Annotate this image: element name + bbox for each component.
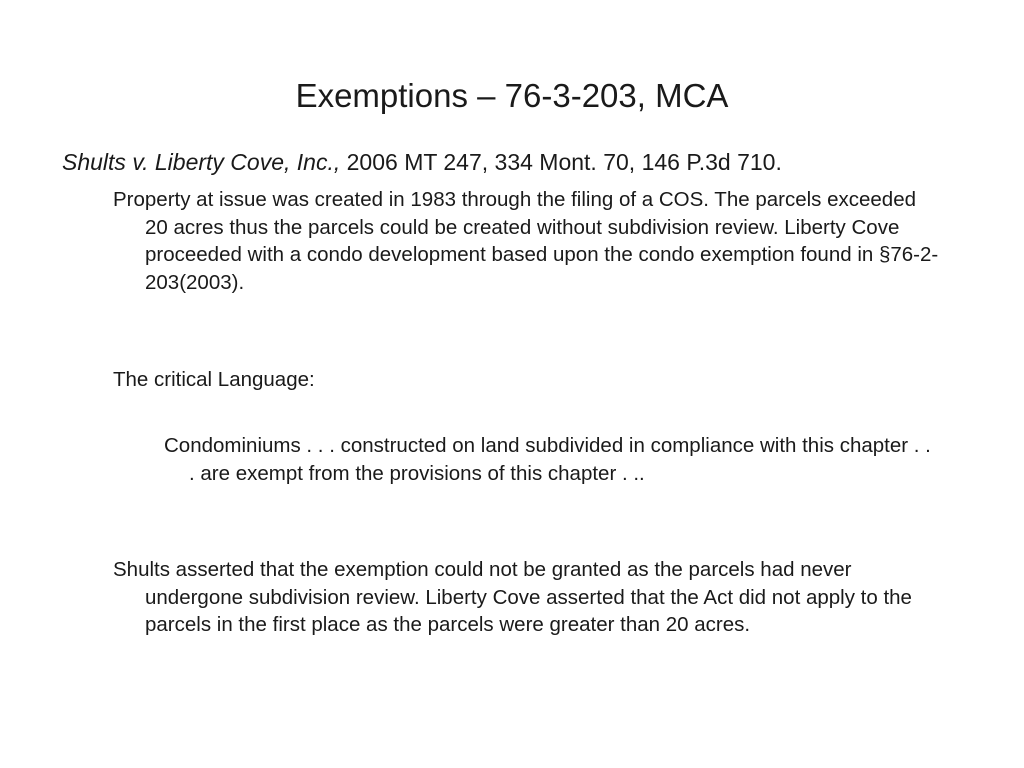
statute-quote: Condominiums . . . constructed on land subdivided in compliance with this chapter . . . are exempt from the provisions of this chapter . .. bbox=[164, 434, 931, 485]
facts-paragraph: Property at issue was created in 1983 through the filing of a COS. The parcels exceeded 20 acres thus the parcels could be created without subdivision review. Liberty Cove proceeded with a condo development based upon the condo exemption found in §76-2-203(2003). bbox=[113, 188, 939, 294]
case-reference: 2006 MT 247, 334 Mont. 70, 146 P.3d 710. bbox=[340, 149, 782, 175]
critical-language-label: The critical Language: bbox=[113, 368, 315, 391]
slide-title: Exemptions – 76-3-203, MCA bbox=[295, 77, 729, 114]
case-name: Shults v. Liberty Cove, Inc., bbox=[62, 149, 341, 175]
arguments-paragraph: Shults asserted that the exemption could not be granted as the parcels had never undergone subdivision review. Liberty Cove asserted that the Act did not apply to the parcels in the first place as the parcels were greater than 20 acres. bbox=[113, 558, 912, 636]
case-citation bbox=[62, 146, 1002, 178]
